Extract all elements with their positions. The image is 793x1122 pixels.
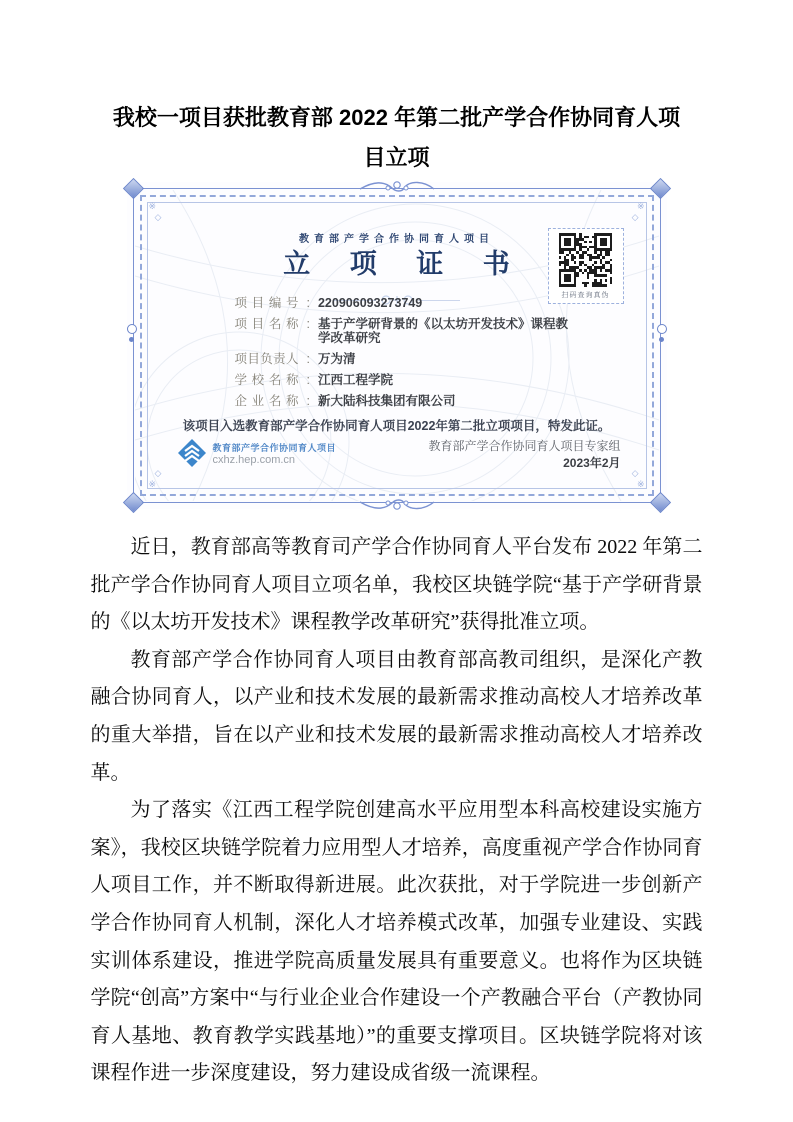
border-mark-icon [632,213,639,222]
field-value: 基于产学研背景的《以太坊开发技术》课程教学改革研究 [317,317,568,345]
certificate-program-name: 教育部产学合作协同育人项目 [299,234,494,245]
certificate-fields [235,296,571,415]
field-label: 项目编号 [234,296,299,310]
border-mark-icon [155,469,162,478]
field-colon: : [306,296,310,310]
field-colon: : [306,352,310,366]
program-logo [177,438,337,468]
logo-diamond-icon [177,438,207,468]
field-value: 万为清 [317,352,356,366]
field-label: 学校名称 [234,373,299,387]
border-mark-icon [149,202,157,211]
paragraph: 教育部产学合作协同育人项目由教育部高教司组织，是深化产教融合协同育人，以产业和技术发展的最新需求推动高校人才培养改革的重大举措，旨在以产业和技术发展的最新需求推动高校人才培养改革。 [90,648,703,784]
field-school-name [235,373,571,387]
side-ornament-icon [126,324,138,342]
field-colon: : [306,373,310,387]
field-value: 220906093273749 [317,296,423,310]
field-value: 江西工程学院 [317,373,393,387]
scroll-ornament-icon [352,179,442,202]
border-mark-icon [637,480,645,489]
qr-code-box [548,228,624,304]
border-mark-icon [637,202,645,211]
field-colon: : [306,394,310,408]
field-label: 企业名称 [234,394,299,408]
issuer-name: 教育部产学合作协同育人项目专家组 [428,439,621,453]
field-project-number [235,296,571,310]
certificate-image [127,182,667,509]
qr-code [559,233,613,287]
field-company-name [235,394,571,408]
field-label: 项目负责人 [234,352,299,366]
scroll-ornament-icon [352,489,442,512]
page-title: 我校一项目获批教育部 2022 年第二批产学合作协同育人项目立项 [112,105,681,170]
logo-program-name: 教育部产学合作协同育人项目 [212,442,337,453]
border-mark-icon [149,480,157,489]
field-project-name [235,317,571,345]
certificate-footer [177,438,621,472]
field-project-leader [235,352,571,366]
border-mark-icon [155,213,162,222]
side-ornament-icon [656,324,668,342]
logo-website: cxhz.hep.com.cn [212,453,296,466]
paragraph: 近日，教育部高等教育司产学合作协同育人平台发布 2022 年第二批产学合作协同育人项目立项名单，我校区块链学院“基于产学研背景的《以太坊开发技术》课程教学改革研究”获得批准立项。 [90,536,703,634]
issue-date: 2023年2月 [563,456,621,470]
certificate-statement: 该项目入选教育部产学合作协同育人项目2022年第二批立项项目，特发此证。 [182,419,611,433]
paragraph: 为了落实《江西工程学院创建高水平应用型本科高校建设实施方案》，我校区块链学院着力应用型人才培养，高度重视产学合作协同育人项目工作，并不断取得新进展。此次获批，对于学院进一步创新产学合作协同育人机制，深化人才培养模式改革，加强专业建设、实践实训体系建设，推进学院高质量发展具有重要意义。也将作为区块链学院“创高”方案中“与行业企业合作建设一个产教融合平台（产教协同育人基地、教育教学实践基地）”的重要支撑项目。区块链学院将对该课程作进一步深度建设，努力建设成省级一流课程。 [90,799,703,1085]
certificate-title: 立 项 证 书 [283,249,526,279]
issuer-block [428,438,620,472]
article-body [91,529,703,1093]
border-mark-icon [632,469,639,478]
field-label: 项目名称 [234,317,299,331]
field-colon: : [306,317,310,331]
qr-caption: 扫码查询真伪 [561,292,610,299]
field-value: 新大陆科技集团有限公司 [317,394,456,408]
